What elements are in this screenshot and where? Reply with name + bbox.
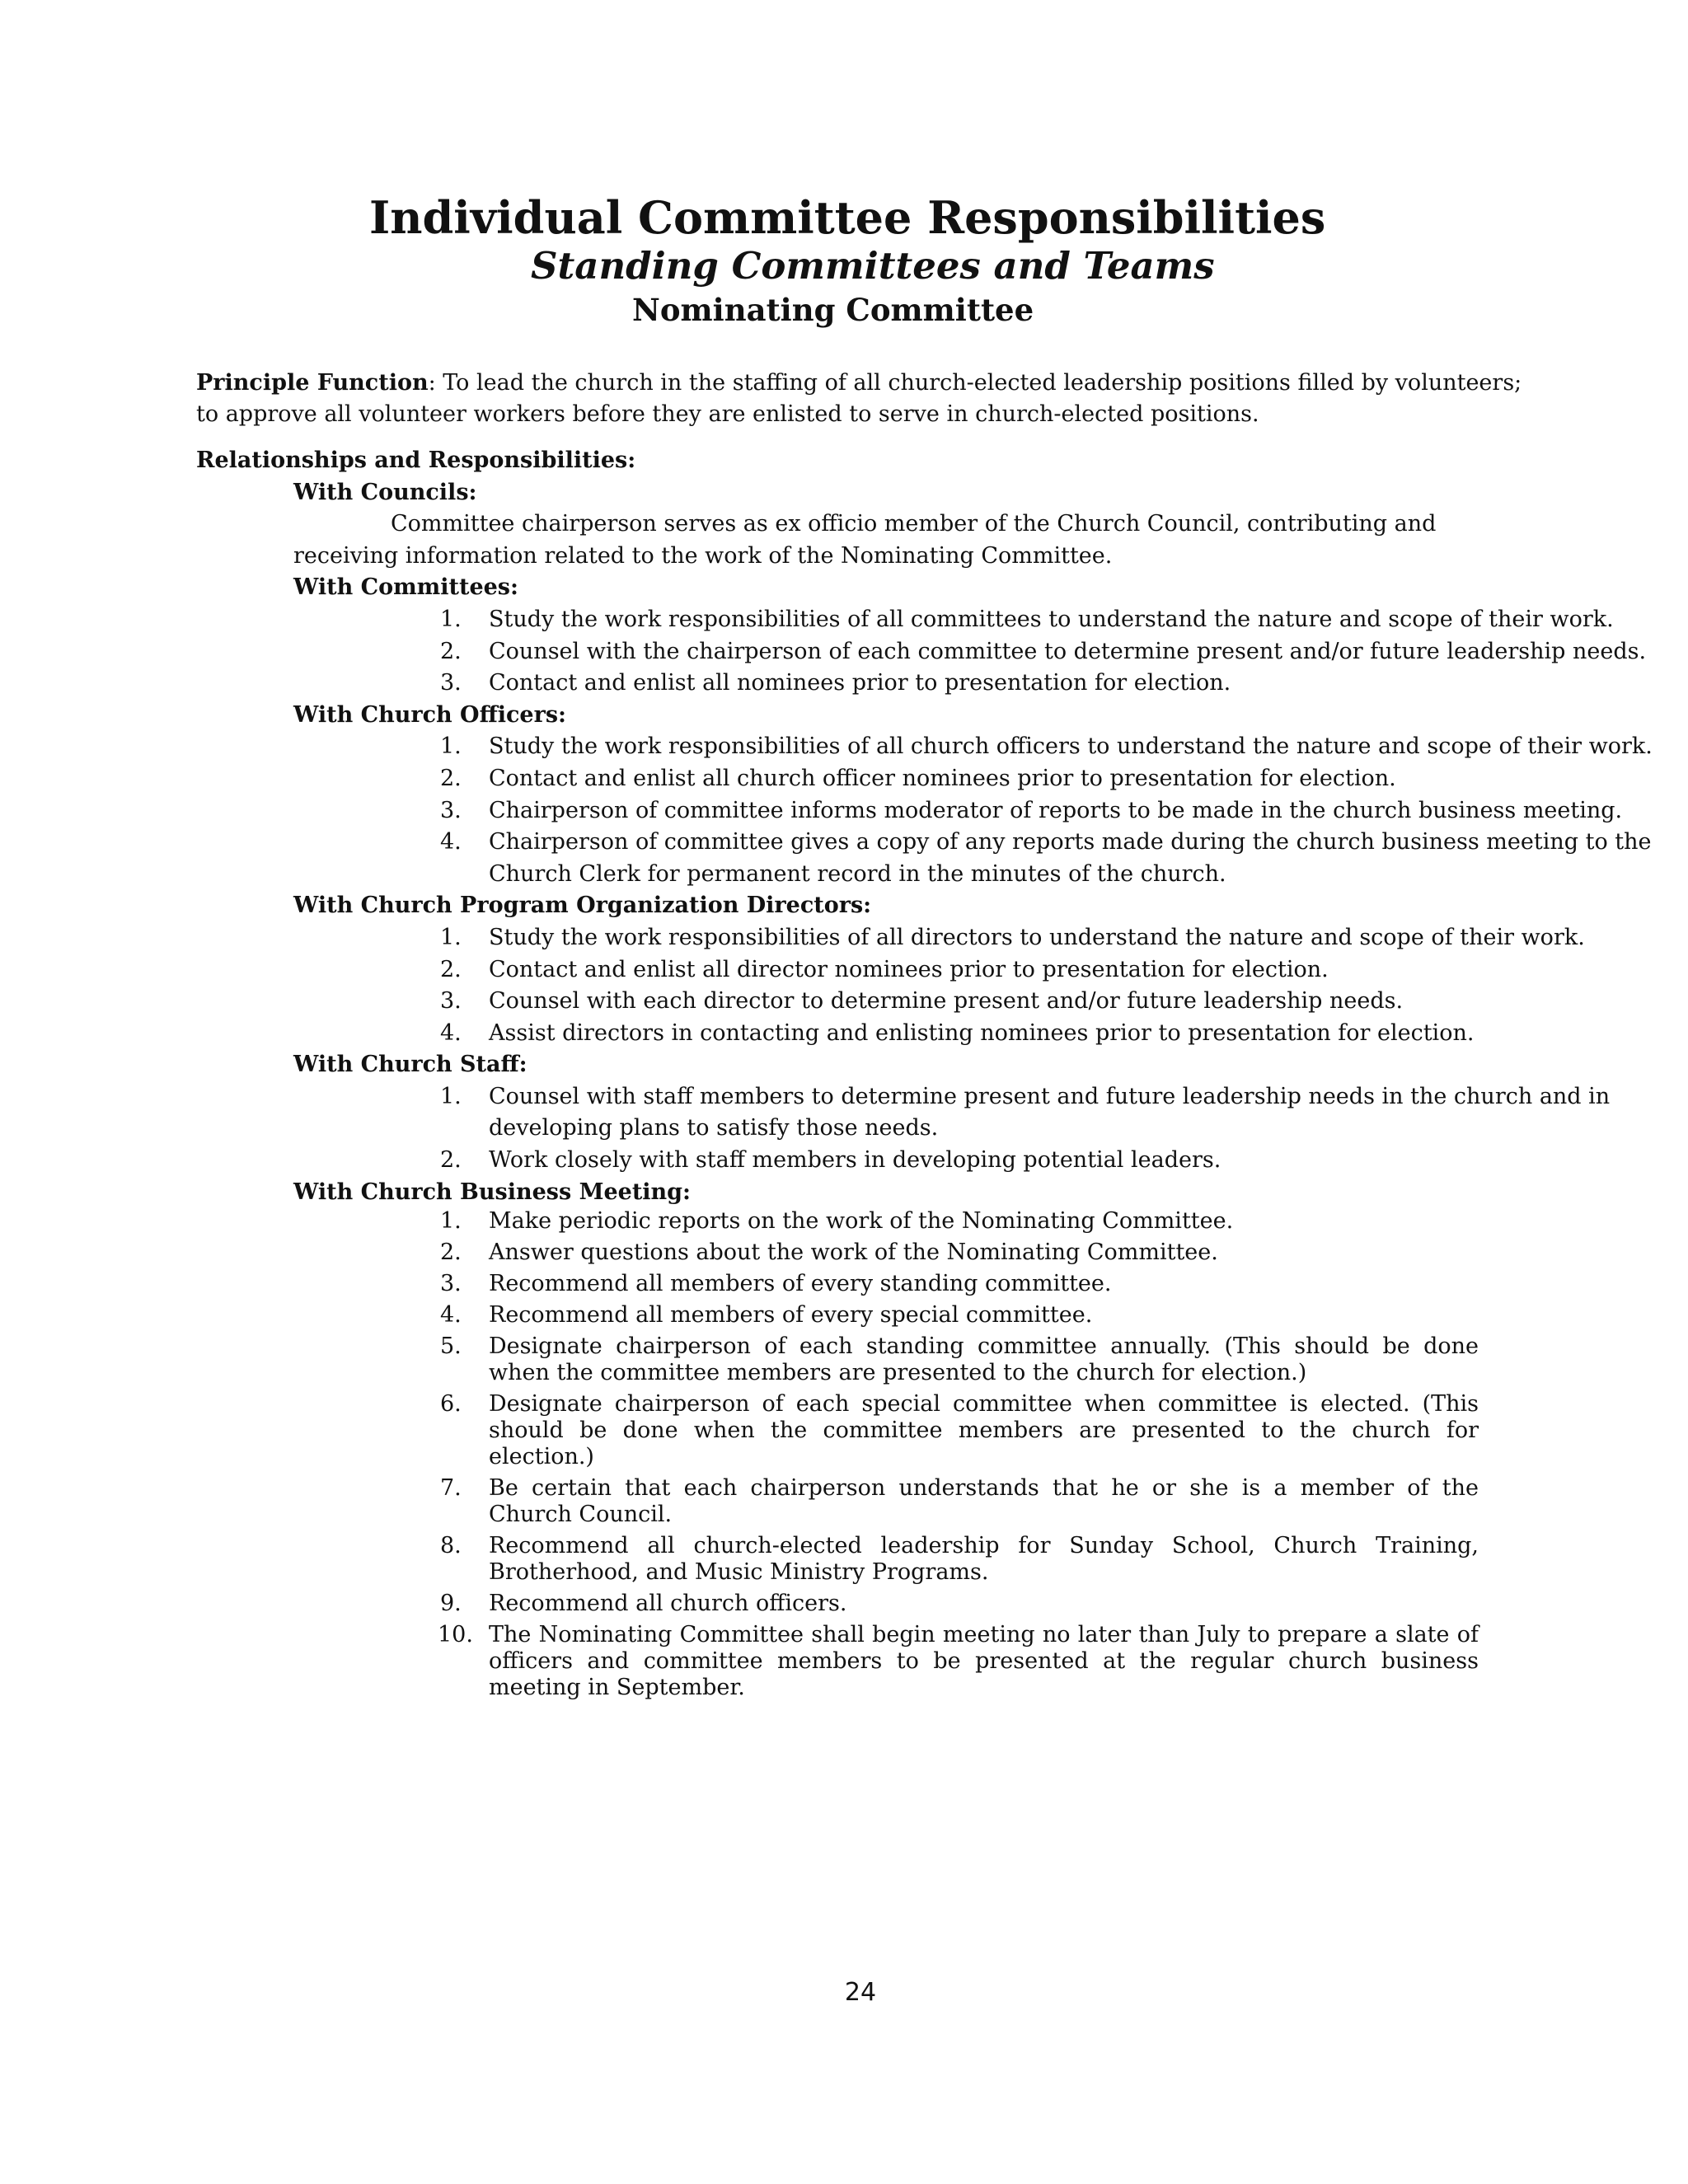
list-item-number: 1.	[440, 733, 462, 760]
list-item	[440, 986, 1688, 1018]
business-heading: With Church Business Meeting:	[293, 1179, 692, 1205]
principle-function-label: Principle Function	[196, 370, 429, 396]
list-item-text: Counsel with the chairperson of each committee to determine present and/or future leadership needs.	[489, 638, 1647, 664]
list-item	[440, 604, 1688, 636]
list-item-number: 3.	[440, 1271, 462, 1297]
list-item-text: Study the work responsibilities of all directors to understand the nature and scope of their work.	[489, 924, 1585, 950]
staff-heading: With Church Staff:	[293, 1052, 528, 1078]
list-item	[440, 1240, 1479, 1266]
list-item-number: 4.	[440, 1019, 462, 1046]
responsibilities-section	[196, 445, 1653, 1706]
list-item-number: 1.	[440, 1208, 462, 1235]
list-item	[440, 1591, 1479, 1617]
list-item	[440, 1622, 1479, 1701]
list-item	[440, 1208, 1479, 1235]
list-item-text: Assist directors in contacting and enlisting nominees prior to presentation for election.	[489, 1019, 1475, 1046]
list-item	[440, 1018, 1688, 1050]
list-item	[440, 763, 1688, 795]
list-item	[440, 1271, 1479, 1297]
list-item	[440, 827, 1688, 890]
page-subtitle: Standing Committees and Teams	[531, 244, 1215, 288]
list-item-number: 5.	[440, 1333, 462, 1360]
directors-heading: With Church Program Organization Directors:	[293, 893, 872, 919]
list-item-number: 2.	[440, 765, 462, 791]
list-item-number: 3.	[440, 797, 462, 823]
list-item-text: Recommend all church-elected leadership for Sunday School, Church Training, Brotherhood, and Music Ministry Programs.	[489, 1533, 1479, 1586]
list-item	[440, 1145, 1688, 1177]
list-item-text: Chairperson of committee informs moderator of reports to be made in the church business meeting.	[489, 797, 1623, 823]
list-item	[440, 636, 1688, 668]
directors-list	[440, 922, 1688, 1049]
list-item-number: 3.	[440, 670, 462, 696]
list-item-number: 1.	[440, 1083, 462, 1109]
list-item-number: 2.	[440, 1240, 462, 1266]
list-item	[440, 1302, 1479, 1329]
list-item-number: 2.	[440, 956, 462, 982]
list-item-text: Counsel with each director to determine present and/or future leadership needs.	[489, 988, 1404, 1015]
list-item-number: 9.	[440, 1591, 462, 1617]
list-item-text: Chairperson of committee gives a copy of any reports made during the church business meeting to the Church Clerk for permanent record in the minutes of the church.	[489, 829, 1652, 887]
list-item-text: Counsel with staff members to determine present and future leadership needs in the church and in developing plans to satisfy those needs.	[489, 1083, 1611, 1141]
committees-heading: With Committees:	[293, 574, 518, 601]
list-item-number: 6.	[440, 1391, 462, 1418]
list-item-number: 2.	[440, 1147, 462, 1174]
list-item	[440, 1475, 1479, 1528]
officers-heading: With Church Officers:	[293, 701, 567, 728]
councils-text: Committee chairperson serves as ex officio member of the Church Council, contributing and receiving information related to the work of the Nominating Committee.	[293, 511, 1437, 569]
list-item-number: 10.	[438, 1622, 473, 1648]
list-item-text: Recommend all members of every special committee.	[489, 1302, 1093, 1329]
list-item-text: The Nominating Committee shall begin meeting no later than July to prepare a slate of officers and committee members to be presented at the regular church business meeting in September.	[489, 1622, 1479, 1701]
councils-heading: With Councils:	[293, 479, 477, 505]
list-item	[440, 1391, 1479, 1470]
list-item-text: Designate chairperson of each special committee when committee is elected. (This should be done when the committee members are presented to the church for election.)	[489, 1391, 1479, 1470]
list-item-number: 8.	[440, 1533, 462, 1559]
list-item-text: Recommend all church officers.	[489, 1591, 847, 1617]
list-item	[440, 1081, 1688, 1145]
list-item-text: Contact and enlist all nominees prior to presentation for election.	[489, 670, 1231, 696]
principle-function	[196, 368, 1531, 430]
list-item	[440, 795, 1688, 827]
list-item-text: Contact and enlist all church officer nominees prior to presentation for election.	[489, 765, 1396, 791]
business-list	[440, 1208, 1479, 1701]
list-item-text: Study the work responsibilities of all committees to understand the nature and scope of their work.	[489, 606, 1614, 632]
list-item-number: 7.	[440, 1475, 462, 1502]
list-item-number: 1.	[440, 606, 462, 632]
list-item-text: Answer questions about the work of the Nominating Committee.	[489, 1240, 1218, 1266]
list-item	[440, 922, 1688, 954]
list-item	[440, 954, 1688, 987]
list-item	[440, 1533, 1479, 1586]
list-item-text: Recommend all members of every standing committee.	[489, 1271, 1112, 1297]
list-item-number: 1.	[440, 924, 462, 950]
page-number: 24	[844, 1978, 877, 2007]
list-item-text: Be certain that each chairperson understands that he or she is a member of the Church Council.	[489, 1475, 1479, 1528]
committee-heading: Nominating Committee	[632, 292, 1034, 328]
list-item-number: 3.	[440, 988, 462, 1015]
relationships-heading: Relationships and Responsibilities:	[196, 448, 636, 473]
list-item	[440, 1333, 1479, 1386]
officers-list	[440, 731, 1688, 890]
list-item-text: Contact and enlist all director nominees prior to presentation for election.	[489, 956, 1329, 982]
list-item-number: 4.	[440, 1302, 462, 1329]
list-item-text: Make periodic reports on the work of the Nominating Committee.	[489, 1208, 1234, 1235]
list-item	[440, 731, 1688, 763]
list-item-number: 4.	[440, 829, 462, 855]
list-item-text: Designate chairperson of each standing committee annually. (This should be done when the committee members are presented to the church for election.)	[489, 1333, 1479, 1386]
list-item	[440, 668, 1688, 700]
staff-list	[440, 1081, 1688, 1177]
page-title: Individual Committee Responsibilities	[369, 191, 1326, 244]
list-item-text: Study the work responsibilities of all church officers to understand the nature and scope of their work.	[489, 733, 1653, 760]
list-item-number: 2.	[440, 638, 462, 664]
committees-list	[440, 604, 1688, 700]
principle-function-text: : To lead the church in the staffing of all church-elected leadership positions filled by volunteers; to approve all volunteer workers before they are enlisted to serve in church-elected positions.	[196, 370, 1522, 427]
list-item-text: Work closely with staff members in developing potential leaders.	[489, 1147, 1221, 1174]
